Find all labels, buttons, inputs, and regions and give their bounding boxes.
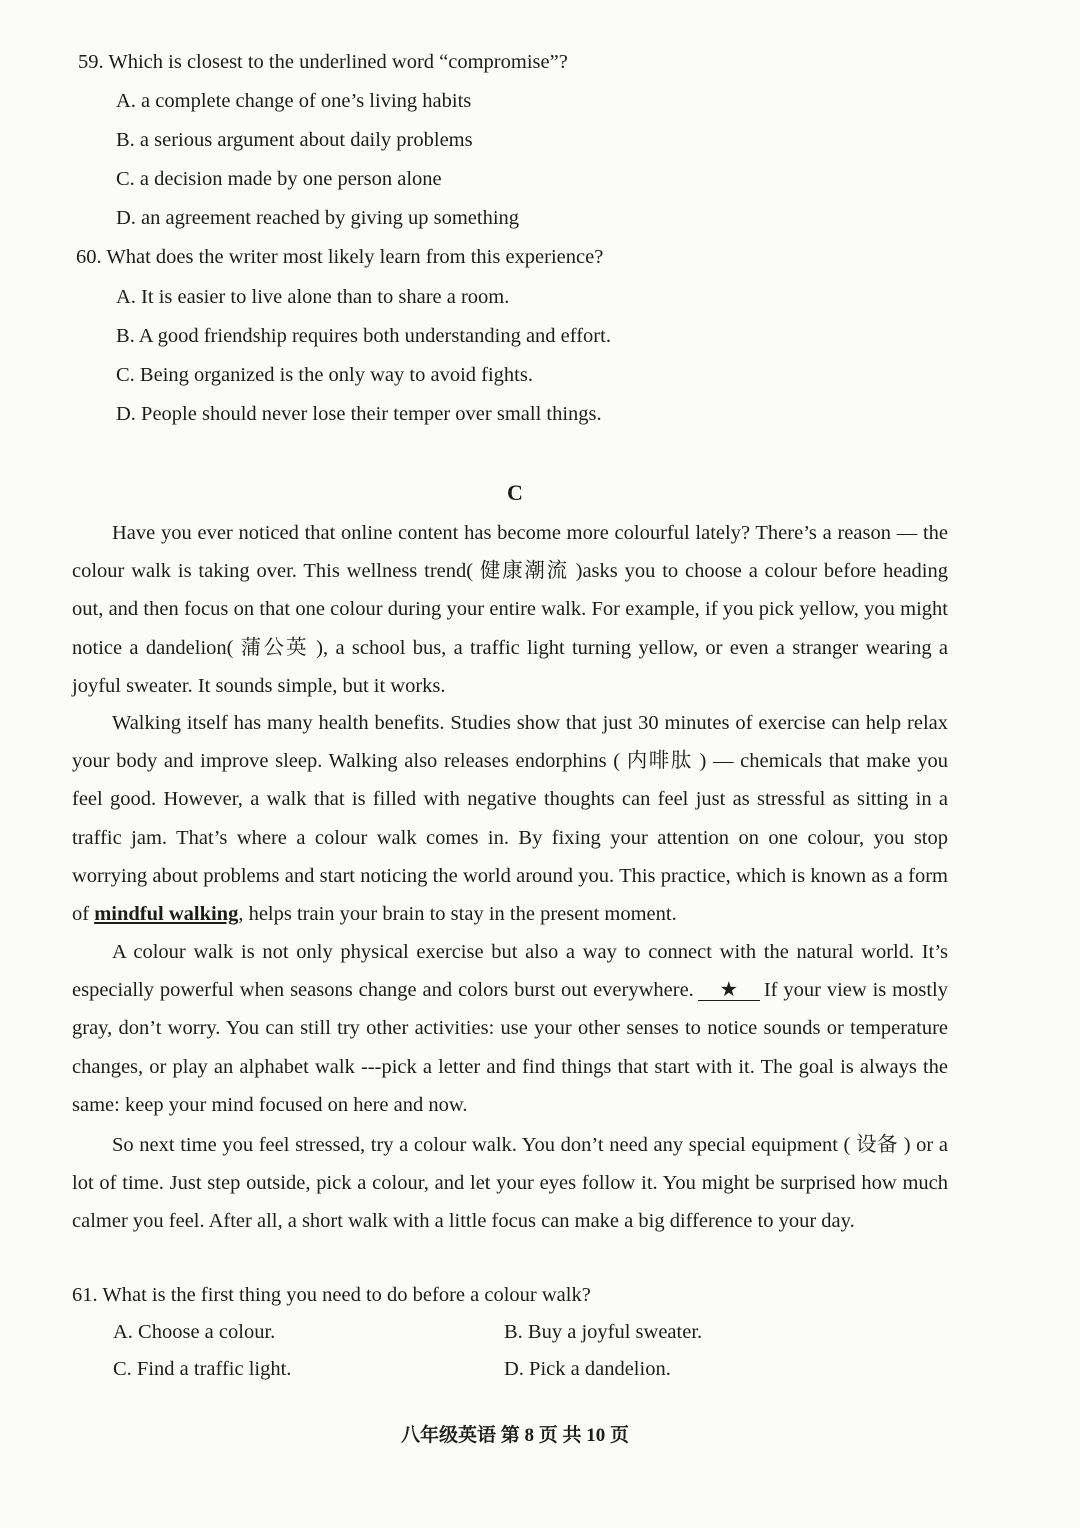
question-60-option-d: D. People should never lose their temper over small things. — [116, 403, 602, 425]
question-59-option-d: D. an agreement reached by giving up something — [116, 207, 520, 229]
paragraph-3-text-end: If your view is mostly gray, don’t worry. You can still try other activities: use your other senses to notice sounds or temperature changes, or play an alphabet walk ---pick a letter and find things that start with it. The goal is always the same: keep your mind focused on here and now. — [72, 979, 948, 1116]
question-59-option-a: A. a complete change of one’s living habits — [116, 90, 472, 112]
paragraph-2-text: Walking itself has many health benefits. Studies show that just 30 minutes of exercise can help relax your body and improve sleep. Walking also releases endorphins ( 内啡肽 ) — chemicals that make you feel good. However, a walk that is filled with negative thoughts can feel just as stressful as sitting in a traffic jam. That’s where a colour walk comes in. By fixing your attention on one colour, you stop worrying about problems and start noticing the world around you. This practice, which is known as a form of — [72, 712, 948, 926]
question-61-option-d: D. Pick a dandelion. — [504, 1358, 671, 1380]
section-letter: C — [507, 480, 523, 505]
question-59-option-b: B. a serious argument about daily problems — [116, 129, 473, 151]
question-61-option-b: B. Buy a joyful sweater. — [504, 1321, 703, 1343]
underlined-phrase: mindful walking — [94, 903, 239, 926]
question-59-option-c: C. a decision made by one person alone — [116, 168, 442, 190]
paragraph-3-text: A colour walk is not only physical exercise but also a way to connect with the natural world. It’s especially powerful when seasons change and colors burst out everywhere. — [72, 941, 948, 1002]
passage-paragraph-2 — [72, 704, 948, 933]
page-footer: 八年级英语 第 8 页 共 10 页 — [400, 1425, 629, 1446]
question-61-stem: 61. What is the first thing you need to do before a colour walk? — [72, 1284, 591, 1306]
paragraph-2-text-end: , helps train your brain to stay in the present moment. — [238, 903, 677, 926]
star-blank: ★ — [698, 980, 760, 1001]
passage-paragraph-4: So next time you feel stressed, try a colour walk. You don’t need any special equipment ( 设备 ) or a lot of time. Just step outside, pick a colour, and let your eyes follow it. You might be surprised how much calmer you feel. After all, a short walk with a little focus can make a big difference to your day. — [72, 1134, 948, 1233]
question-60-option-c: C. Being organized is the only way to avoid fights. — [116, 364, 533, 386]
question-61-option-a: A. Choose a colour. — [113, 1321, 276, 1343]
question-61-option-c: C. Find a traffic light. — [113, 1358, 292, 1380]
passage-paragraph-1: Have you ever noticed that online content has become more colourful lately? There’s a reason — the colour walk is taking over. This wellness trend( 健康潮流 )asks you to choose a colour before heading out, and then focus on that one colour during your entire walk. For example, if you pick yellow, you might notice a dandelion( 蒲公英 ), a school bus, a traffic light turning yellow, or even a stranger wearing a joyful sweater. It sounds simple, but it works. — [72, 522, 948, 697]
question-60-option-b: B. A good friendship requires both understanding and effort. — [116, 325, 611, 347]
question-60-option-a: A. It is easier to live alone than to share a room. — [116, 286, 510, 308]
question-60-stem: 60. What does the writer most likely learn from this experience? — [76, 246, 604, 268]
question-59-stem: 59. Which is closest to the underlined word “compromise”? — [78, 51, 568, 73]
passage-paragraph-3 — [72, 933, 948, 1124]
